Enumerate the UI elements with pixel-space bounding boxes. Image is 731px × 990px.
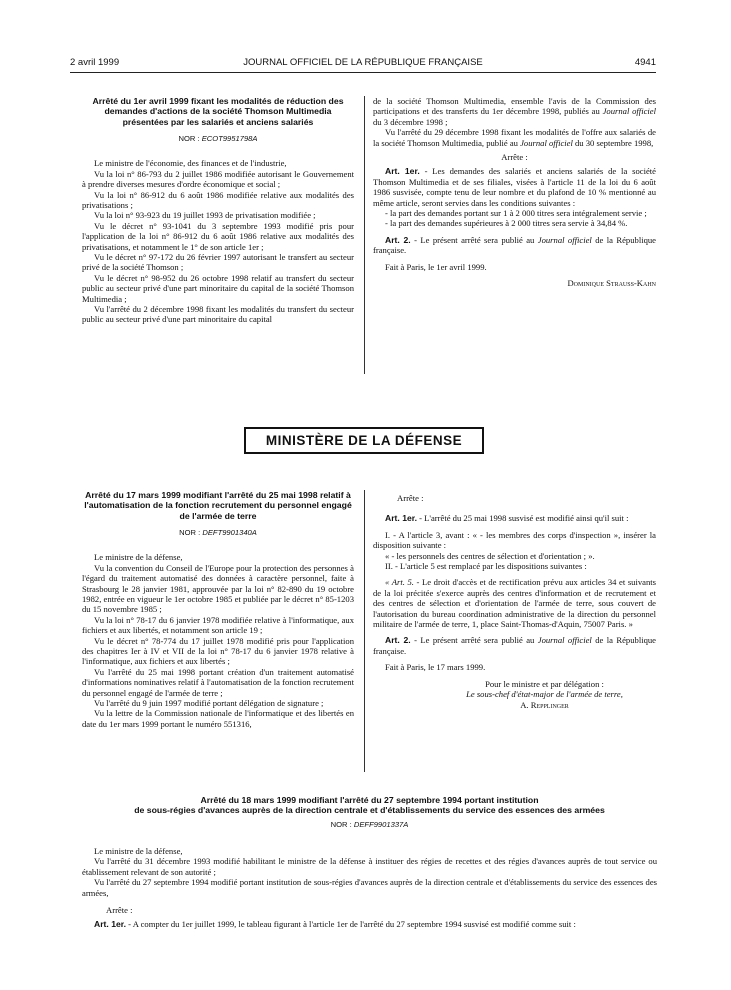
sec1-para: Vu le décret n° 93-1041 du 3 septembre 1993 modifié pris pour l'application de la loi n° 86-912 du 6 août 1986 relative aux modalités des privatisations, et notamment le 1° de son article 1er ; [82, 220, 354, 252]
column-divider [364, 490, 365, 772]
header-journal-title: JOURNAL OFFICIEL DE LA RÉPUBLIQUE FRANÇAISE [243, 57, 483, 68]
sec1-para: Vu le décret n° 98-952 du 26 octobre 1998 relatif au transfert du secteur public au secteur privé d'une part minoritaire du capital de la société Thomson Multimedia ; [82, 272, 354, 304]
sec2-article-5-text: « Art. 5. - Le droit d'accès et de rectification prévu aux articles 34 et suivants de la loi précitée s'exerce auprès des centres d'information et de recrutement et des centres de sélection et d'orientation de l'armée de terre, sous couvert de l'autorisation du bureau coordination administrative de la direction du personnel militaire de l'armée de terre, 1, place Saint-Thomas-d'Aquin, 75007 Paris. » [373, 577, 656, 630]
sec1-dash-item: - la part des demandes supérieures à 2 000 titres sera servie à 34,84 %. [385, 218, 628, 229]
sec2-para: II. - L'article 5 est remplacé par les dispositions suivantes : [385, 561, 587, 572]
sec1-para: Vu l'arrêté du 2 décembre 1998 fixant les modalités du transfert du secteur public au secteur privé d'une part minoritaire du capital [82, 303, 354, 325]
sec2-para: Vu la loi n° 78-17 du 6 janvier 1978 modifiée relative à l'informatique, aux fichiers et aux libertés, et notamment son article 19 ; [82, 614, 354, 636]
sec1-arrete: Arrête : [501, 152, 528, 163]
sec2-para: Vu l'arrêté du 9 juin 1997 modifié portant délégation de signature ; [94, 697, 324, 708]
sec2-article-1: Art. 1er. - L'arrêté du 25 mai 1998 susvisé est modifié ainsi qu'il suit : [385, 513, 629, 524]
sec3-para: Vu l'arrêté du 27 septembre 1994 modifié portant institution de sous-régies d'avances auprès de la direction centrale et d'établissements du service des essences des armées, [82, 877, 657, 898]
ministry-heading: MINISTÈRE DE LA DÉFENSE [244, 427, 484, 454]
sec2-para: Vu le décret n° 78-774 du 17 juillet 1978 modifié pris pour l'application des chapitres Ier à IV et VII de la loi n° 78-17 du 6 janvier 1978 relative à l'informatique, aux fichiers et aux libertés ; [82, 635, 354, 667]
sec3-arrete: Arrête : [106, 905, 133, 916]
sec2-nor: NOR : DEFT9901340A [179, 527, 257, 537]
sec2-fait: Fait à Paris, le 17 mars 1999. [385, 662, 486, 673]
sec3-title-line-2: de sous-régies d'avances auprès de la direction centrale et d'établissements du service des essences des armées [134, 805, 605, 816]
sec2-para: « - les personnels des centres de sélection et d'orientation ; ». [385, 550, 595, 561]
header-rule [70, 72, 656, 73]
sec3-article-1: Art. 1er. - A compter du 1er juillet 1999, le tableau figurant à l'article 1er de l'arrêté du 27 septembre 1994 susvisé est modifié comme suit : [94, 919, 576, 930]
header-date: 2 avril 1999 [70, 57, 120, 68]
sec1-right-column [373, 96, 656, 289]
sec1-signature: Dominique Strauss-Kahn [567, 278, 656, 289]
sec1-article-2: Art. 2. - Le présent arrêté sera publié au Journal officiel de la République française. [373, 234, 657, 256]
sec2-delegation: Pour le ministre et par délégation : [485, 678, 604, 689]
sec1-para: Le ministre de l'économie, des finances et de l'industrie, [94, 158, 287, 169]
sec2-signature: A. Repplinger [520, 699, 569, 710]
sec3-nor: NOR : DEFF9901337A [330, 819, 409, 829]
sec3-para: Vu l'arrêté du 31 décembre 1993 modifié habilitant le ministre de la défense à instituer des régies de recettes et des régies d'avances auprès de tout service ou établissement relevant de son autorité ; [82, 856, 657, 877]
sec1-title: Arrêté du 1er avril 1999 fixant les modalités de réduction des demandes d'actions de la société Thomson Multimedia présentées par les salariés et anciens salariés [92, 96, 344, 127]
sec1-para: Vu la loi n° 86-793 du 2 juillet 1986 modifiée autorisant le Gouvernement à prendre diverses mesures d'ordre économique et social ; [82, 168, 354, 190]
column-divider [364, 96, 365, 374]
sec2-para: Le ministre de la défense, [94, 552, 183, 563]
sec3-para: Le ministre de la défense, [94, 846, 183, 856]
sec3-block [82, 795, 657, 930]
sec2-arrete: Arrête : [397, 493, 424, 503]
sec2-para: Vu la convention du Conseil de l'Europe pour la protection des personnes à l'égard du traitement automatisé des données à caractère personnel, faite à Strasbourg le 28 janvier 1981, approuvée par la loi n° 82-890 du 19 octobre 1982, entrée en vigueur le 1er octobre 1985 et publiée par le décret n° 85-1203 du 15 novembre 1985 ; [82, 562, 354, 615]
sec1-left-column [82, 96, 354, 325]
sec2-para: Vu la lettre de la Commission nationale de l'informatique et des libertés en date du 1er mars 1999 portant le numéro 551316, [82, 708, 354, 729]
sec1-para: Vu la loi n° 86-912 du 6 août 1986 modifiée relative aux modalités des privatisations ; [82, 189, 354, 210]
sec3-title-line-1: Arrêté du 18 mars 1999 modifiant l'arrêté du 27 septembre 1994 portant institution [200, 795, 539, 805]
sec2-para: I. - A l'article 3, avant : « - les membres des corps d'inspection », insérer la disposition suivante : [373, 529, 656, 551]
sec2-left-column [82, 490, 354, 729]
sec1-fait: Fait à Paris, le 1er avril 1999. [385, 261, 487, 272]
sec2-para: Vu l'arrêté du 25 mai 1998 portant création d'un traitement automatisé d'informations nominatives relatif à l'automatisation de la fonction recrutement du personnel engagé de l'armée de terre ; [82, 666, 354, 698]
sec2-right-column [373, 490, 656, 710]
running-header [70, 57, 656, 71]
header-page-number: 4941 [634, 57, 656, 68]
sec1-para: Vu l'arrêté du 29 décembre 1998 fixant les modalités de l'offre aux salariés de la société Thomson Multimedia, publié au Journal officiel du 30 septembre 1998, [373, 127, 656, 148]
sec1-dash-item: - la part des demandes portant sur 1 à 2 000 titres sera intégralement servie ; [385, 208, 647, 219]
sec1-article-1: Art. 1er. - Les demandes des salariés et anciens salariés de la société Thomson Multimedia et de ses filiales, visées à l'article 11 de la loi du 6 août 1986 susvisée, compte tenu de leur nombre et du plafond de 10 % mentionné au même article, seront servies dans les conditions suivantes : [373, 166, 656, 208]
sec2-sous-chef: Le sous-chef d'état-major de l'armée de terre, [466, 689, 623, 700]
sec2-title: Arrêté du 17 mars 1999 modifiant l'arrêté du 25 mai 1998 relatif à l'automatisation de la fonction recrutement du personnel engagé de l'armée de terre [84, 490, 352, 521]
sec1-para: Vu la loi n° 93-923 du 19 juillet 1993 de privatisation modifiée ; [94, 210, 316, 221]
sec1-para: de la société Thomson Multimedia, ensemble l'avis de la Commission des participations et des transferts du 1er décembre 1998, publiés au Journal officiel du 3 décembre 1998 ; [373, 96, 656, 127]
sec2-article-2: Art. 2. - Le présent arrêté sera publié au Journal officiel de la République française. [373, 635, 657, 656]
sec1-nor: NOR : ECOT9951798A [178, 133, 258, 143]
sec1-para: Vu le décret n° 97-172 du 26 février 1997 autorisant le transfert au secteur privé de la société Thomson ; [82, 251, 354, 273]
